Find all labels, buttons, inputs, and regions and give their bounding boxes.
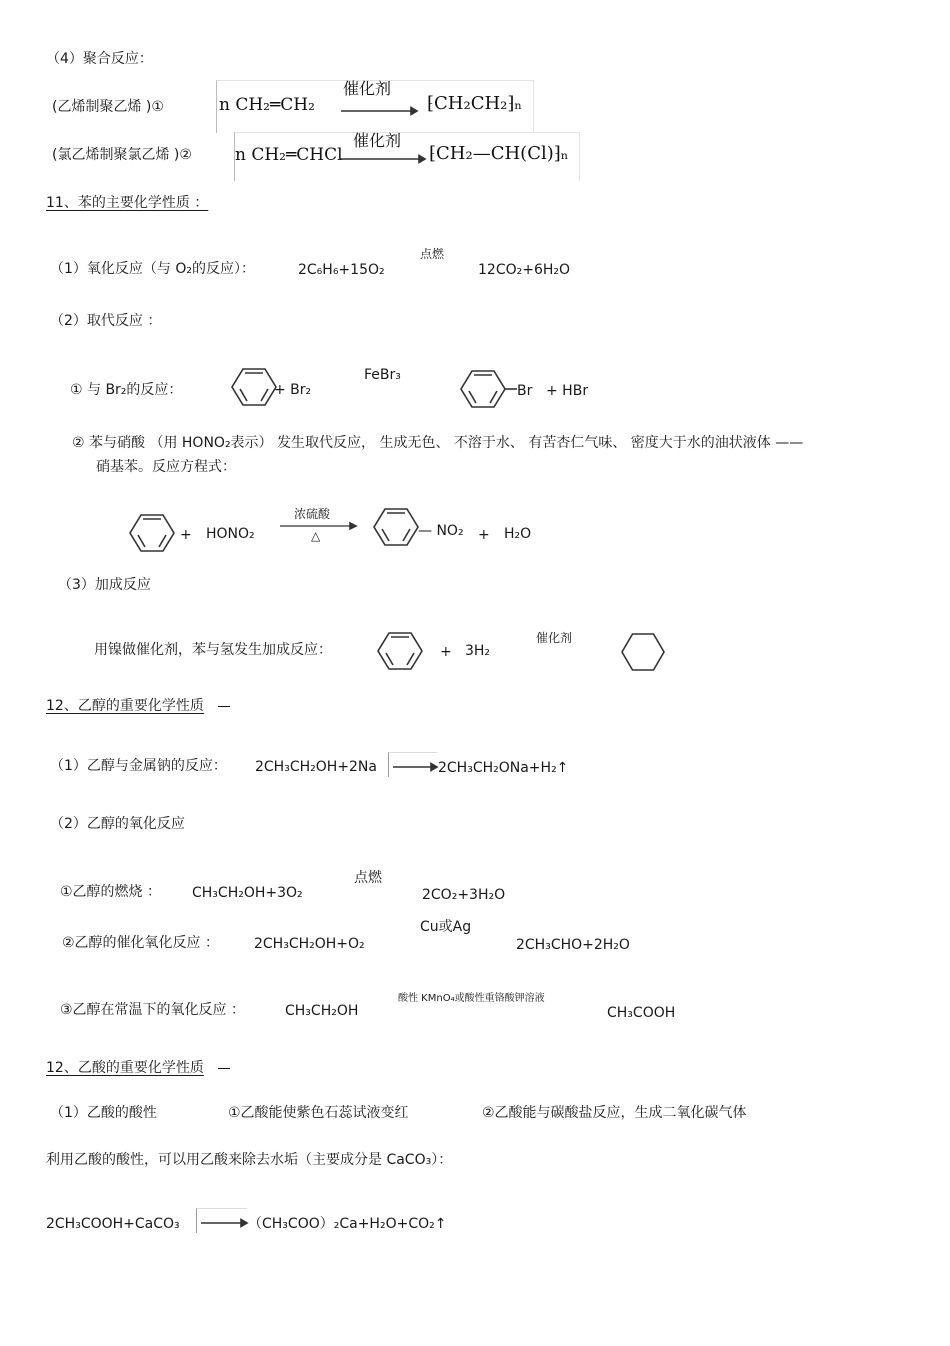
catalytic-oxidation-label: ②乙醇的催化氧化反应 ： xyxy=(62,935,220,951)
benzene-oxidation-reactants: 2C₆H₆+15O₂ xyxy=(298,262,385,278)
benzene-ring-icon xyxy=(130,514,174,552)
bromination-substituent: Br xyxy=(517,383,533,399)
addition-description: 用镍做催化剂，苯与氢发生加成反应： xyxy=(94,642,332,658)
addition-catalyst: 催化剂 xyxy=(536,631,573,645)
nitration-substituent: — NO₂ xyxy=(418,523,464,539)
addition-heading: （3）加成反应 xyxy=(58,577,151,593)
rt-oxidation-reactant: CH₃CH₂OH xyxy=(285,1003,359,1019)
benzene-ring-icon xyxy=(232,368,276,406)
addition-reagent: 3H₂ xyxy=(465,643,491,659)
bromination-catalyst: FeBr₃ xyxy=(364,367,401,383)
nitration-description-cont: 硝基苯。反应方程式： xyxy=(96,459,236,475)
combustion-label: ①乙醇的燃烧 ： xyxy=(60,884,162,900)
pe-label: (乙烯制聚乙烯 )① xyxy=(52,99,164,115)
scale-removal-reactants: 2CH₃COOH+CaCO₃ xyxy=(46,1216,180,1232)
pvc-product: ⁅CH₂—CH(Cl)⁆ₙ xyxy=(429,143,569,164)
scale-removal-text: 利用乙酸的酸性，可以用乙酸来除去水垢（主要成分是 CaCO₃）： xyxy=(46,1152,453,1168)
nitration-plus2: + xyxy=(478,527,490,543)
ethanol-sodium-arrow-box xyxy=(388,752,437,777)
ethanol-sodium-products: 2CH₃CH₂ONa+H₂↑ xyxy=(438,760,569,776)
combustion-products: 2CO₂+3H₂O xyxy=(422,887,506,903)
pvc-equation-image xyxy=(234,132,580,181)
nitration-condition-bottom: △ xyxy=(311,529,321,543)
pe-reactant: n CH₂═CH₂ xyxy=(219,95,315,115)
rt-oxidation-product: CH₃COOH xyxy=(607,1005,676,1021)
combustion-condition: 点燃 xyxy=(354,870,382,886)
pe-product: ⁅CH₂CH₂⁆ₙ xyxy=(427,93,523,114)
bromination-label: ① 与 Br₂的反应： xyxy=(70,382,183,398)
ethanol-sodium-label: （1）乙醇与金属钠的反应： xyxy=(50,758,227,774)
pe-arrow-icon xyxy=(341,107,417,115)
bromobenzene-ring-icon xyxy=(461,370,517,408)
pvc-catalyst: 催化剂 xyxy=(353,131,402,150)
ethanol-oxidation-heading: （2）乙醇的氧化反应 xyxy=(50,816,185,832)
benzene-title: 11、苯的主要化学性质 ： xyxy=(46,195,209,211)
nitrobenzene-ring-icon xyxy=(374,508,418,546)
catalytic-oxidation-reactants: 2CH₃CH₂OH+O₂ xyxy=(254,936,365,952)
benzene-oxidation-label: （1）氧化反应（与 O₂的反应）： xyxy=(50,261,255,277)
acidity-point-1: ①乙酸能使紫色石蕊试液变红 xyxy=(228,1105,409,1121)
pe-equation-image xyxy=(216,80,534,133)
combustion-reactants: CH₃CH₂OH+3O₂ xyxy=(192,885,303,901)
nitration-reagent: HONO₂ xyxy=(206,526,255,542)
pvc-label: (氯乙烯制聚氯乙烯 )② xyxy=(52,147,192,163)
scale-removal-arrow-box xyxy=(196,1208,247,1233)
poly-heading: （4）聚合反应： xyxy=(46,51,153,67)
acid-title: 12、乙酸的重要化学性质 xyxy=(46,1060,204,1076)
benzene-ring-icon xyxy=(378,632,422,670)
title-underline-tail xyxy=(218,706,230,707)
ethanol-sodium-reactants: 2CH₃CH₂OH+2Na xyxy=(255,759,377,775)
ethanol-title: 12、乙醇的重要化学性质 xyxy=(46,698,204,714)
catalytic-oxidation-condition: Cu或Ag xyxy=(420,919,472,935)
nitration-condition-top: 浓硫酸 xyxy=(294,507,331,521)
scale-removal-products: （CH₃COO）₂Ca+H₂O+CO₂↑ xyxy=(248,1216,447,1232)
addition-plus: + xyxy=(440,644,452,660)
pe-catalyst: 催化剂 xyxy=(343,79,392,98)
arrow-right-icon xyxy=(201,1219,247,1227)
pvc-arrow-icon xyxy=(339,155,425,163)
substitution-heading: （2）取代反应 ： xyxy=(50,313,162,329)
catalytic-oxidation-products: 2CH₃CHO+2H₂O xyxy=(516,937,630,953)
nitration-plus: + xyxy=(180,527,192,543)
arrow-right-icon xyxy=(393,763,437,771)
bromination-byproduct: + HBr xyxy=(546,383,589,399)
pvc-reactant: n CH₂═CHCl xyxy=(235,145,343,165)
rt-oxidation-label: ③乙醇在常温下的氧化反应 ： xyxy=(60,1002,246,1018)
acidity-heading: （1）乙酸的酸性 xyxy=(50,1105,157,1121)
rt-oxidation-condition: 酸性 KMnO₄或酸性重铬酸钾溶液 xyxy=(398,993,545,1004)
benzene-oxidation-products: 12CO₂+6H₂O xyxy=(478,262,571,278)
nitration-water: H₂O xyxy=(504,526,532,542)
title-underline-tail xyxy=(218,1068,230,1069)
nitration-description: ② 苯与硝酸 （用 HONO₂表示） 发生取代反应， 生成无色、 不溶于水、 有苦杏仁气味、 密度大于水的油状液体 —— xyxy=(72,435,804,451)
cyclohexane-ring-icon xyxy=(622,633,664,671)
benzene-oxidation-condition: 点燃 xyxy=(420,247,445,261)
acidity-point-2: ②乙酸能与碳酸盐反应，生成二氧化碳气体 xyxy=(482,1105,747,1121)
bromination-reagent: + Br₂ xyxy=(274,382,312,398)
